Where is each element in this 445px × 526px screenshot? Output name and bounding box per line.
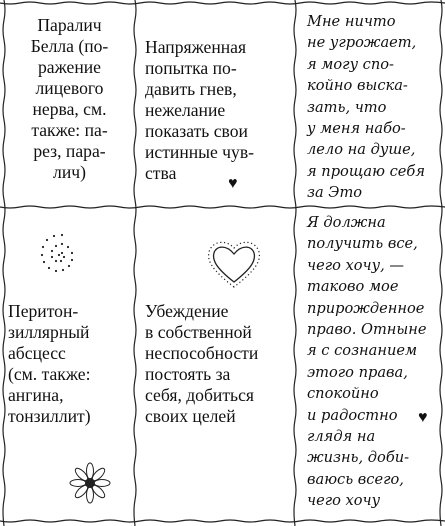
text-line: лич): [53, 162, 86, 182]
cause-cell-suppressed-anger: [135, 3, 295, 207]
text-line: Напряженная: [145, 37, 247, 57]
text-line: в собственной: [145, 322, 252, 342]
text-line: (см. также:: [8, 364, 91, 384]
text-line: абсцесс: [8, 343, 66, 363]
text-line: я с сознанием: [307, 342, 418, 360]
problem-cell-bell-palsy: [4, 3, 135, 207]
text-line: не угрожает,: [307, 34, 417, 52]
heart-icon: ♥: [418, 409, 428, 426]
text-line: я прощаю себя: [307, 162, 426, 180]
text-line: своих целей: [145, 406, 236, 426]
affirmation-cell-not-threatened: [295, 3, 441, 207]
text-line: у меня набо-: [307, 120, 406, 138]
text-line: чего хочу, —: [307, 256, 404, 274]
text-line: за Это: [307, 184, 363, 202]
text-line: чего хочу: [307, 492, 381, 510]
text-line: ражение: [38, 57, 101, 77]
text-line: ства: [145, 163, 177, 183]
flower-icon: [68, 461, 112, 505]
text-line: Паралич: [37, 15, 102, 35]
text-line: этого права,: [307, 363, 408, 381]
text-line: жизнь, доби-: [307, 449, 410, 467]
text-line: рез, пара-: [33, 141, 106, 161]
text-line: нерва, см.: [32, 99, 107, 119]
text-line: тонзиллит): [8, 406, 91, 426]
text-line: истинные чув-: [145, 142, 254, 162]
text-line: лицевого: [35, 78, 104, 98]
text-line: ваюсь всего,: [307, 470, 404, 488]
text-line: зиллярный: [8, 322, 90, 342]
text-line: себя, добиться: [145, 385, 254, 405]
text-line: ангина,: [8, 385, 64, 405]
text-line: Я должна: [307, 214, 386, 231]
text-line: я могу спо-: [307, 55, 394, 73]
text-line: также: па-: [31, 120, 108, 140]
text-line: показать свои: [145, 121, 248, 141]
text-line: таково мое: [307, 278, 399, 296]
text-line: Перитон-: [8, 301, 79, 321]
text-line: прирожденное: [307, 299, 425, 317]
text-line: Белла (по-: [30, 36, 109, 56]
heart-icon: ♥: [228, 175, 238, 192]
text-line: постоять за: [145, 364, 231, 384]
text-line: глядя на: [307, 428, 376, 446]
text-line: койно выска-: [307, 77, 408, 95]
text-line: попытка по-: [145, 58, 237, 78]
text-line: право. Отныне: [307, 321, 427, 339]
text-line: нежелание: [145, 100, 226, 120]
text-line: Мне ничто: [307, 13, 396, 30]
text-line: получить все,: [307, 235, 418, 253]
text-line: спокойно: [307, 385, 379, 403]
text-line: неспособности: [145, 343, 259, 363]
text-line: и радостно: [307, 406, 398, 424]
text-line: лело на душе,: [307, 141, 416, 159]
cause-cell-inability-to-stand-up: [135, 207, 295, 521]
text-line: давить гнев,: [145, 79, 237, 99]
affirmation-cell-birthright: [295, 207, 441, 521]
text-line: зать, что: [307, 98, 387, 116]
text-line: Убеждение: [145, 301, 229, 321]
